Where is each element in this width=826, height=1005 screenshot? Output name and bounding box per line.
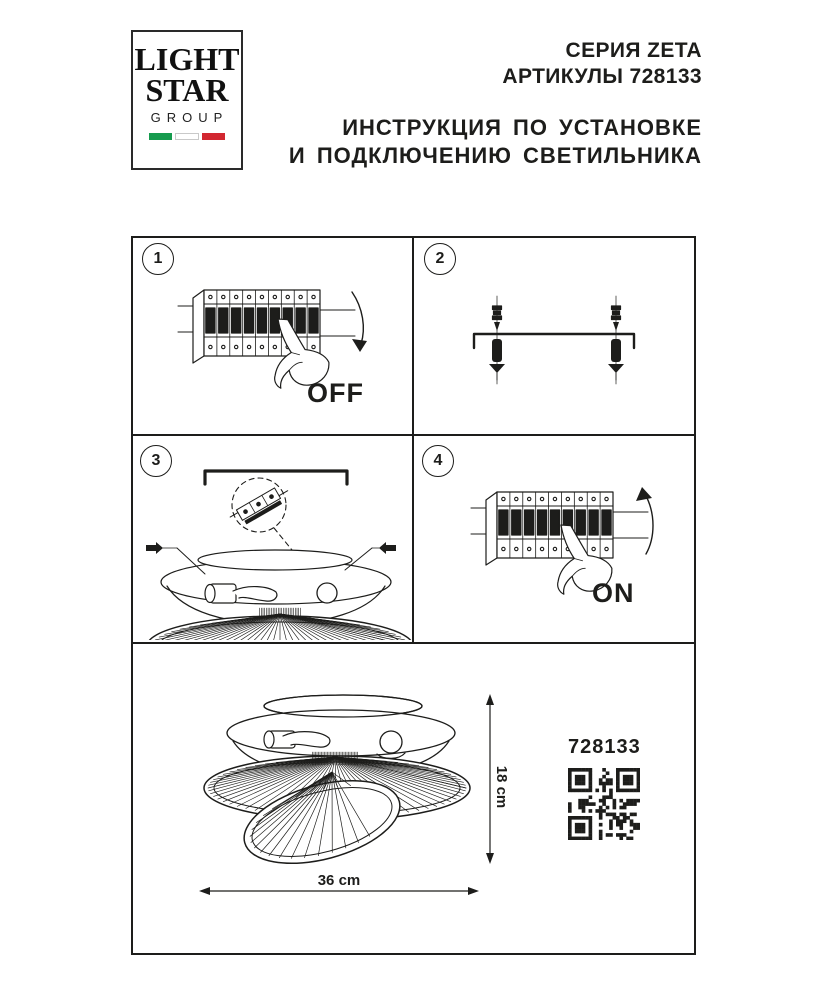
step-number-badge: 1 — [142, 243, 174, 275]
step-number-badge: 2 — [424, 243, 456, 275]
grid-row-2 — [133, 436, 694, 644]
logo-word-light: LIGHT — [134, 41, 240, 77]
instruction-title-line1: ИНСТРУКЦИЯ ПО УСТАНОВКЕ — [342, 115, 702, 140]
step-number-badge: 3 — [140, 445, 172, 477]
instruction-grid — [131, 236, 696, 955]
article-number: 728133 — [568, 736, 641, 758]
logo-word-group: GROUP — [150, 110, 229, 125]
logo-word-star: STAR — [145, 72, 229, 108]
flag-green-stripe — [149, 133, 172, 140]
on-label: ON — [592, 578, 635, 608]
step-panel-2 — [414, 238, 694, 434]
product-panel — [133, 644, 694, 953]
width-dimension-label: 36 cm — [317, 872, 361, 889]
canopy-mounting-drawing — [133, 436, 412, 640]
series-title: СЕРИЯ ZETA — [565, 39, 702, 62]
flag-white-stripe — [175, 133, 200, 140]
step-panel-1 — [133, 238, 414, 434]
breaker-on-drawing — [414, 436, 694, 640]
flag-red-stripe — [202, 133, 225, 140]
qr-code — [568, 768, 640, 840]
off-label: OFF — [307, 378, 364, 408]
bracket-screws-drawing — [414, 238, 694, 432]
instruction-title — [289, 114, 702, 170]
step-panel-4 — [414, 436, 694, 642]
lightstar-logo — [131, 30, 243, 170]
height-dimension-label: 18 cm — [493, 765, 510, 809]
italy-flag-bar — [149, 133, 225, 140]
article-title: АРТИКУЛЫ 728133 — [502, 65, 702, 88]
header-text — [289, 38, 702, 170]
grid-row-3 — [133, 644, 694, 953]
step-panel-3 — [133, 436, 414, 642]
breaker-off-drawing — [133, 238, 412, 432]
grid-row-1 — [133, 238, 694, 436]
instruction-title-line2: И ПОДКЛЮЧЕНИЮ СВЕТИЛЬНИКА — [288, 143, 702, 168]
step-number-badge: 4 — [422, 445, 454, 477]
